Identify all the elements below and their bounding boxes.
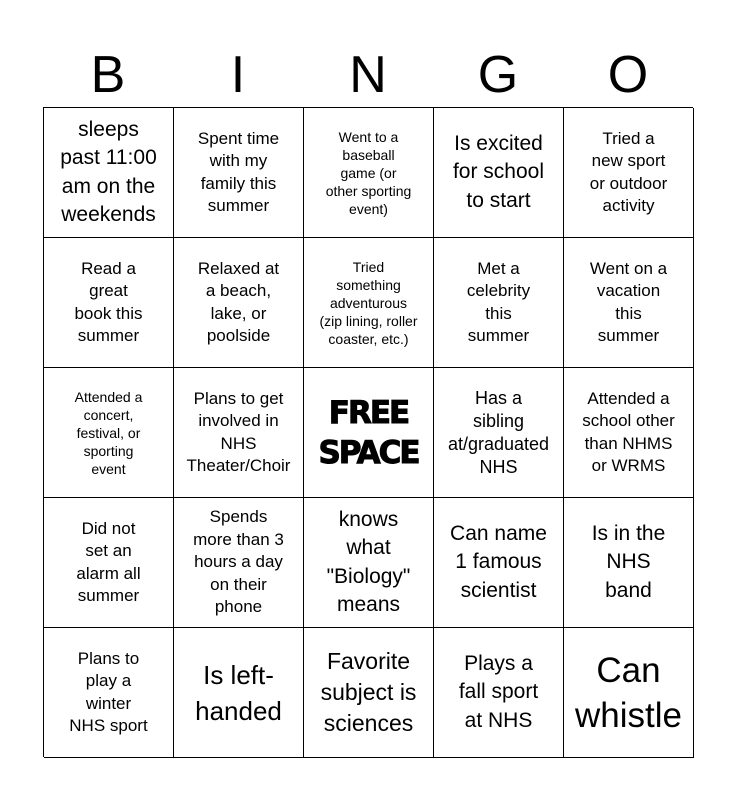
bingo-cell[interactable] [434, 628, 564, 758]
bingo-cell[interactable] [44, 238, 174, 368]
bingo-cell[interactable] [564, 238, 694, 368]
cell-text: sleeps past 11:00 am on the weekends [60, 117, 157, 226]
bingo-cell[interactable] [564, 498, 694, 628]
cell-text: Plans to play a winter NHS sport [69, 648, 148, 735]
header-letter-b: B [90, 46, 126, 104]
cell-text: Tried something adventurous (zip lining, roller coaster, etc.) [319, 258, 418, 347]
cell-text: Went to a baseball game (or other sporting event) [325, 128, 412, 217]
bingo-cell[interactable] [304, 238, 434, 368]
bingo-cell[interactable] [44, 498, 174, 628]
cell-text: Can whistle [575, 650, 682, 735]
bingo-cell[interactable] [304, 628, 434, 758]
bingo-cell[interactable] [304, 108, 434, 238]
bingo-cell[interactable] [434, 238, 564, 368]
bingo-grid [43, 107, 693, 757]
free-space-cell[interactable] [304, 368, 434, 498]
free-space-text: FREE SPACE [318, 394, 419, 471]
cell-text: Went on a vacation this summer [589, 258, 668, 345]
bingo-cell[interactable] [174, 498, 304, 628]
cell-text: Read a great book this summer [74, 258, 143, 345]
cell-text: knows what "Biology" means [326, 507, 411, 616]
cell-text: Relaxed at a beach, lake, or poolside [197, 258, 280, 345]
cell-text: Plans to get involved in NHS Theater/Choir [186, 388, 291, 475]
cell-text: Attended a school other than NHMS or WRMS [582, 388, 675, 475]
bingo-cell[interactable] [44, 108, 174, 238]
cell-text: Attended a concert, festival, or sporting event [74, 388, 143, 477]
cell-text: Plays a fall sport at NHS [458, 651, 539, 732]
cell-text: Can name 1 famous scientist [450, 521, 547, 602]
cell-text: Has a sibling at/graduated NHS [447, 387, 550, 477]
bingo-cell[interactable] [564, 108, 694, 238]
cell-text: Tried a new sport or outdoor activity [589, 128, 668, 215]
cell-text: Spent time with my family this summer [197, 128, 280, 215]
header-letter-i: I [230, 46, 246, 104]
bingo-cell[interactable] [174, 238, 304, 368]
bingo-cell[interactable] [304, 498, 434, 628]
bingo-header [43, 44, 693, 106]
bingo-cell[interactable] [174, 108, 304, 238]
bingo-cell[interactable] [434, 368, 564, 498]
bingo-cell[interactable] [434, 498, 564, 628]
bingo-cell[interactable] [564, 368, 694, 498]
cell-text: Did not set an alarm all summer [76, 518, 141, 605]
cell-text: Is excited for school to start [452, 131, 545, 212]
header-letter-n: N [349, 46, 387, 104]
bingo-cell[interactable] [564, 628, 694, 758]
bingo-cell[interactable] [174, 368, 304, 498]
bingo-cell[interactable] [434, 108, 564, 238]
bingo-cell[interactable] [44, 368, 174, 498]
bingo-cell[interactable] [44, 628, 174, 758]
cell-text: Is left- handed [195, 659, 282, 726]
cell-text: Favorite subject is sciences [320, 648, 417, 736]
header-letter-g: G [477, 46, 519, 104]
cell-text: Met a celebrity this summer [466, 258, 531, 345]
cell-text: Spends more than 3 hours a day on their phone [193, 507, 284, 617]
bingo-cell[interactable] [174, 628, 304, 758]
cell-text: Is in the NHS band [591, 521, 666, 602]
header-letter-o: O [607, 46, 649, 104]
